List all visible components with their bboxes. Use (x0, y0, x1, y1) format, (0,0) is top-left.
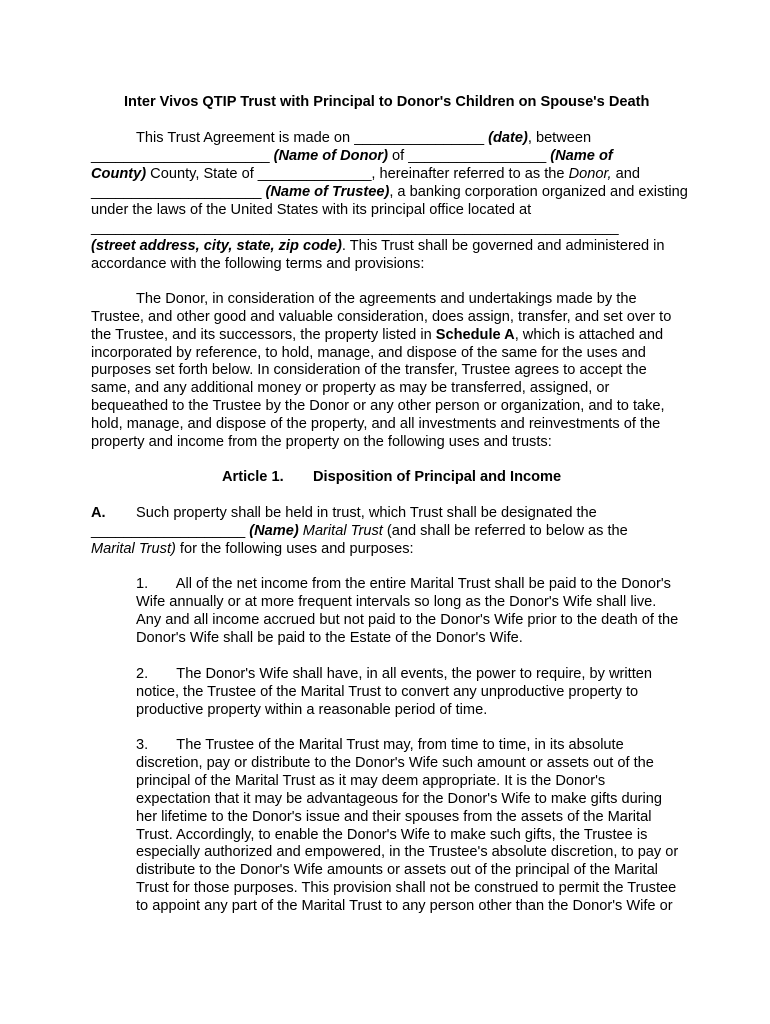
article-1-heading: Disposition of Principal and Income (313, 469, 562, 485)
state-blank[interactable]: County, State of ______________, hereinafter referred to as the (146, 166, 569, 182)
donor-name-blank[interactable]: ______________________ (91, 148, 274, 164)
article-1-number: Article 1. (222, 469, 284, 485)
address-blank[interactable]: _________________________________________________________________ (91, 220, 619, 236)
intro-line-4: _____________________ (Name of Trustee), a banking corporation organized and existing (91, 184, 688, 200)
date-label: (date) (488, 130, 528, 146)
section-a-line-1: Such property shall be held in trust, which Trust shall be designated the (136, 505, 597, 521)
intro-line-2: ______________________ (Name of Donor) of _________________ (Name of (91, 148, 613, 164)
item-1-line-4: Donor's Wife shall be paid to the Estate of the Donor's Wife. (136, 630, 523, 646)
intro-line-1: This Trust Agreement is made on ________________ (date), between (136, 130, 592, 146)
item-3-line-6: Trust. Accordingly, to enable the Donor's Wife to make such gifts, the Trustee is (136, 827, 648, 843)
item-2-line-1: 2. The Donor's Wife shall have, in all events, the power to require, by written (136, 666, 652, 682)
intro-line-3: County) County, State of ______________, hereinafter referred to as the Donor, and (91, 166, 640, 182)
document-title: Inter Vivos QTIP Trust with Principal to Donor's Children on Spouse's Death (124, 94, 650, 110)
item-3-line-1: 3. The Trustee of the Marital Trust may, from time to time, in its absolute (136, 737, 624, 753)
para2-line-2: Trustee, and other good and valuable consideration, does assign, transfer, and set over to (91, 309, 672, 325)
item-3-line-4: expectation that it may be advantageous for the Donor's Wife to make gifts during (136, 791, 663, 807)
item-2-line-2: notice, the Trustee of the Marital Trust to convert any unproductive property to (136, 684, 639, 700)
intro-line-5: under the laws of the United States with its principal office located at (91, 202, 532, 218)
marital-trust-name-label: (Name) (249, 523, 299, 539)
item-1-line-2: Wife annually or at more frequent intervals so long as the Donor's Wife shall live. (136, 594, 657, 610)
para2-line-7: bequeathed to the Trustee by the Donor or any other person or organization, and to take, (91, 398, 665, 414)
intro-line-7: (street address, city, state, zip code). This Trust shall be governed and administered in (91, 238, 665, 254)
para2-line-4: incorporated by reference, to hold, manage, and dispose of the same for the uses and (91, 345, 646, 361)
marital-trust-name-blank[interactable]: ___________________ (91, 523, 250, 539)
item-1-line-3: Any and all income accrued but not paid to the Donor's Wife prior to the death of the (136, 612, 679, 628)
item-1-line-1: 1. All of the net income from the entire Marital Trust shall be paid to the Donor's (136, 576, 671, 592)
section-a-label: A. (91, 505, 106, 521)
item-3-line-5: her lifetime to the Donor's issue and their spouses from the assets of the Marital (136, 809, 652, 825)
county-label: County) (91, 166, 147, 182)
address-label: (street address, city, state, zip code) (91, 238, 342, 254)
item-3-line-3: principal of the Marital Trust as it may deem appropriate. It is the Donor's (136, 773, 606, 789)
item-3-line-8: distribute to the Donor's Wife amounts or assets out of the principal of the Marital (136, 862, 658, 878)
date-blank[interactable]: This Trust Agreement is made on ________________ (136, 130, 489, 146)
trustee-name-label: (Name of Trustee) (265, 184, 390, 200)
intro-line-8: accordance with the following terms and provisions: (91, 256, 425, 272)
para2-line-5: purposes set forth below. In consideration of the transfer, Trustee agrees to accept the (91, 362, 647, 378)
donor-name-label: (Name of Donor) (273, 148, 388, 164)
para2-line-1: The Donor, in consideration of the agreements and undertakings made by the (136, 291, 637, 307)
item-3-line-7: especially authorized and empowered, in the Trustee's absolute discretion, to pay or (136, 844, 679, 860)
section-a-line-3: Marital Trust) for the following uses and purposes: (91, 541, 414, 557)
para2-line-6: same, and any additional money or property as may be transferred, assigned, or (91, 380, 610, 396)
para2-line-3: the Trustee, and its successors, the property listed in Schedule A, which is attached and (91, 327, 664, 343)
item-3-line-9: Trust for those purposes. This provision shall not be construed to permit the Trustee (136, 880, 677, 896)
item-3-line-2: discretion, pay or distribute to the Donor's Wife such amount or assets out of the (136, 755, 654, 771)
schedule-a-ref: Schedule A (435, 327, 515, 343)
county-blank[interactable]: of _________________ (387, 148, 551, 164)
item-3-line-10: to appoint any part of the Marital Trust to any person other than the Donor's Wife or (136, 898, 673, 914)
section-a-line-2: ___________________ (Name) Marital Trust (and shall be referred to below as the (91, 523, 628, 539)
item-2-line-3: productive property within a reasonable period of time. (136, 702, 488, 718)
para2-line-8: hold, manage, and dispose of the property, and all investments and reinvestments of the (91, 416, 661, 432)
trustee-name-blank[interactable]: _____________________ (91, 184, 266, 200)
para2-line-9: property and income from the property on the following uses and trusts: (91, 434, 552, 450)
